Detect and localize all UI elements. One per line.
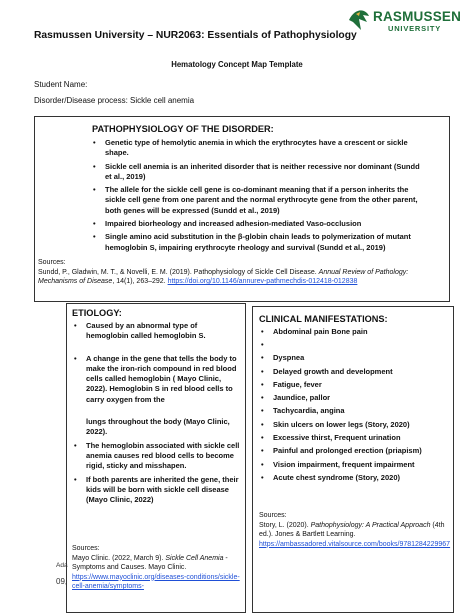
pathophysiology-box: [34, 116, 450, 302]
source-link[interactable]: https://ambassadored.vitalsource.com/books/9781284229967: [259, 540, 451, 548]
template-title: Hematology Concept Map Template: [171, 60, 303, 69]
partial-text: Ada: [56, 562, 68, 569]
bullet-icon: •: [261, 327, 264, 336]
list-item: • Acute chest syndrome (Story, 2020): [261, 472, 400, 482]
list-item: lungs throughout the body (Mayo Clinic, 2022).: [86, 417, 230, 437]
etiology-list: [72, 321, 240, 508]
list-item: • A change in the gene that tells the body to make the iron-rich compound in red blood cells called hemoglobin ( Mayo Clinic, 2022). Hemoglobin S in red blood cells to carry oxygen from the: [74, 353, 237, 404]
bullet-icon: •: [261, 366, 264, 376]
source-publisher: - Symptoms and Causes. Mayo Clinic.: [72, 554, 228, 571]
list-item: • Fatigue, fever: [261, 379, 322, 389]
list-item: • The allele for the sickle cell gene is co-dominant meaning that if a person inherits the sickle cell gene from one parent and the normal erythrocyte gene from the other parent, both genes will be expressed (Sundd et al., 2019): [93, 185, 418, 215]
sources-label: Sources:: [38, 259, 66, 266]
source-citation: Mayo Clinic. (2022, March 9).: [72, 554, 164, 562]
bullet-icon: •: [261, 393, 264, 403]
clinical-list: [259, 327, 447, 486]
sources-label: Sources:: [259, 512, 287, 519]
list-item: • Genetic type of hemolytic anemia in which the erythrocytes have a crescent or sickle shape.: [93, 138, 408, 158]
list-item: • Jaundice, pallor: [261, 393, 331, 403]
source-link[interactable]: https://www.mayoclinic.org/diseases-conditions/sickle-cell-anemia/symptoms-: [72, 573, 240, 590]
list-item: • If both parents are inherited the gene, their kids will be born with sickle cell disease (Mayo Clinic, 2022): [74, 474, 239, 505]
list-item: • Delayed growth and development: [261, 366, 393, 376]
bullet-icon: •: [74, 440, 77, 450]
bullet-icon: •: [261, 472, 264, 482]
pathophysiology-heading: PATHOPHYSIOLOGY OF THE DISORDER:: [92, 124, 274, 134]
bullet-icon: •: [261, 433, 264, 443]
pathophysiology-list: [91, 138, 421, 256]
list-item: • Impaired biorheology and increased adhesion-mediated Vaso-occlusion: [93, 219, 362, 229]
clinical-sources: [259, 511, 449, 549]
list-item: • Abdominal pain Bone pain: [261, 327, 368, 336]
pathophysiology-sources: [38, 258, 443, 287]
clinical-manifestations-box: [252, 306, 454, 613]
logo-sub-wordmark: UNIVERSITY: [388, 24, 442, 33]
etiology-heading: ETIOLOGY:: [72, 308, 122, 318]
document-title: Rasmussen University – NUR2063: Essentials of Pathophysiology: [34, 30, 357, 41]
list-item: • Sickle cell anemia is an inherited disorder that is neither recessive nor dominant (Sundd et al., 2019): [93, 161, 420, 181]
bullet-icon: •: [93, 232, 96, 242]
list-item: • Single amino acid substitution in the β-globin chain leads to polymerization of mutant hemoglobin S, impairing erythrocyte rheology and survival (Sundd et al., 2019): [93, 232, 411, 252]
clinical-heading: CLINICAL MANIFESTATIONS:: [259, 314, 388, 324]
bullet-icon: •: [261, 379, 264, 389]
sources-label: Sources:: [72, 545, 100, 552]
bullet-icon: •: [261, 419, 264, 429]
list-item: • Dyspnea: [261, 353, 305, 363]
bullet-icon: •: [93, 161, 96, 171]
bullet-icon: •: [93, 219, 96, 229]
list-item: [259, 340, 447, 350]
list-item: • The hemoglobin associated with sickle cell anemia causes red blood cells to become rigid, sticky and misshapen.: [74, 440, 240, 471]
list-item: • Caused by an abnormal type of hemoglobin called hemoglobin S.: [74, 321, 206, 341]
source-journal: Annual Review of Pathology: Mechanisms of Disease: [38, 268, 409, 285]
list-item: • Painful and prolonged erection (priapism): [261, 446, 422, 456]
source-citation: Sundd, P., Gladwin, M. T., & Novelli, E. M. (2019). Pathophysiology of Sickle Cell Disease.: [38, 268, 317, 276]
source-volume: , 14(1), 263–292.: [112, 278, 166, 285]
bullet-icon: •: [261, 353, 264, 363]
bullet-icon: •: [93, 138, 96, 147]
bullet-icon: •: [74, 353, 77, 363]
list-item: • Tachycardia, angina: [261, 406, 345, 416]
list-item: • Skin ulcers on lower legs (Story, 2020): [261, 419, 410, 429]
list-item: • Excessive thirst, Frequent urination: [261, 433, 401, 443]
bullet-icon: •: [261, 446, 264, 456]
source-title: Sickle Cell Anemia: [165, 554, 224, 562]
source-link[interactable]: https://doi.org/10.1146/annurev-pathmechdis-012418-012838: [167, 278, 358, 285]
etiology-box: [66, 303, 246, 613]
etiology-sources: [72, 544, 240, 592]
source-publisher: (4th ed.). Jones & Bartlett Learning.: [259, 521, 445, 538]
bullet-icon: •: [74, 321, 77, 330]
list-item: • Vision impairment, frequent impairment: [261, 459, 415, 469]
student-name-label: Student Name:: [34, 80, 88, 89]
bullet-icon: •: [261, 459, 264, 469]
bullet-icon: •: [93, 185, 96, 195]
logo-wordmark: RASMUSSEN: [373, 9, 462, 24]
hawk-icon: [349, 10, 369, 30]
bullet-icon: •: [261, 340, 264, 350]
bullet-icon: •: [261, 406, 264, 416]
disorder-label: Disorder/Disease process: Sickle cell anemia: [34, 96, 195, 105]
bullet-icon: •: [74, 474, 77, 484]
source-citation: Story, L. (2020).: [259, 521, 309, 529]
source-title: Pathophysiology: A Practical Approach: [310, 521, 431, 529]
partial-text: 09,: [56, 577, 68, 586]
